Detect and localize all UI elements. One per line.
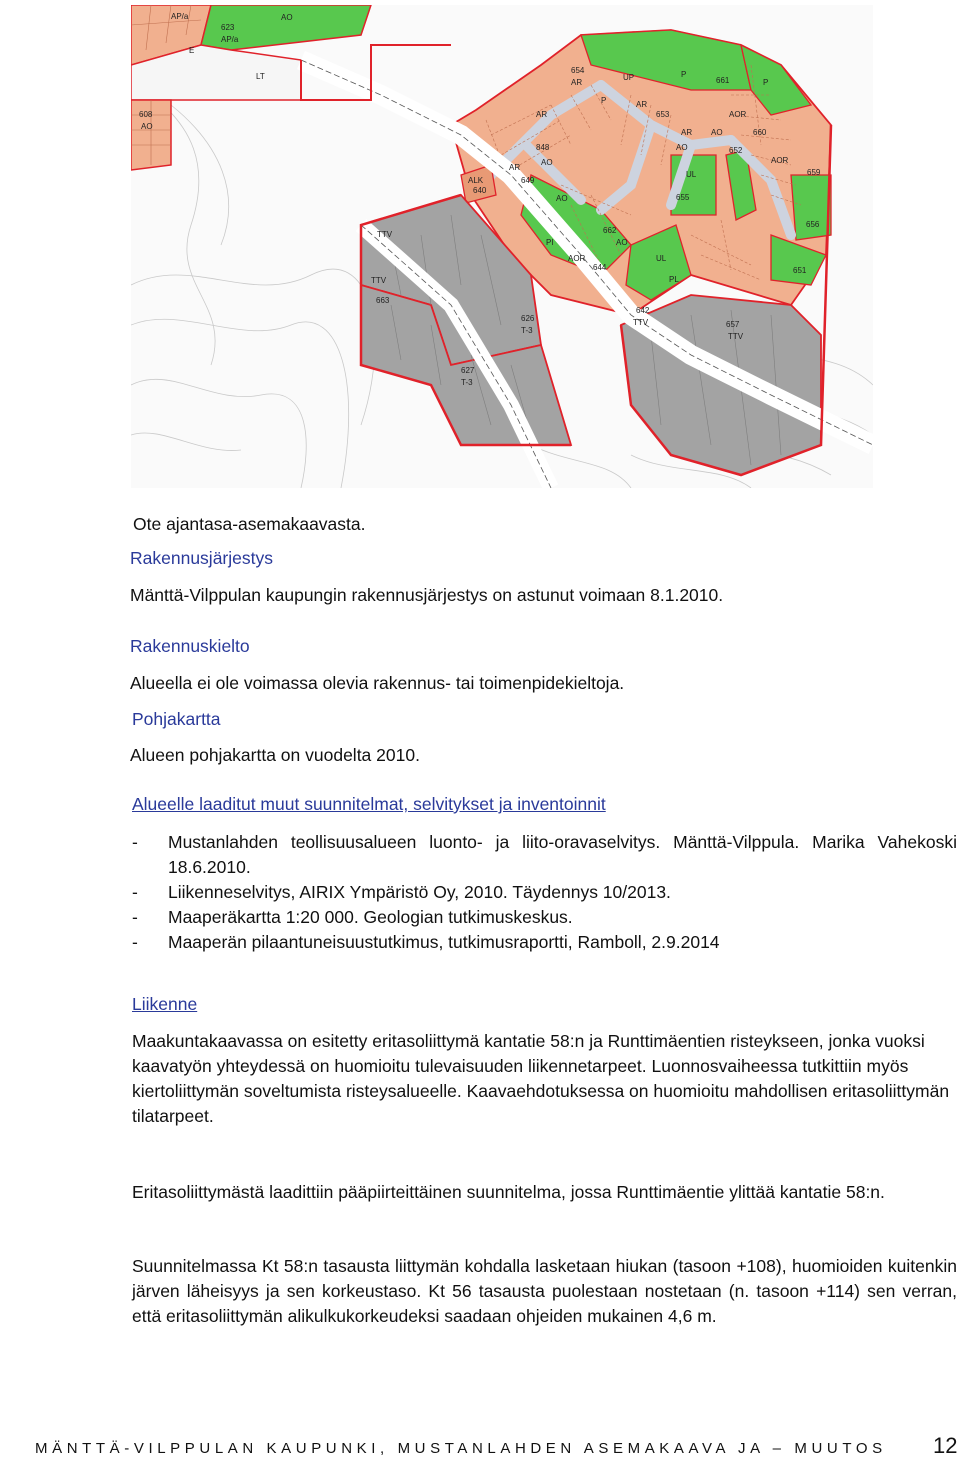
map-label: 651 — [793, 266, 807, 275]
list-item-text: Mustanlahden teollisuusalueen luonto- ja liito-oravaselvitys. Mänttä-Vilppula. Marika Vahekoski 18.6.2010. — [168, 832, 957, 877]
map-label: AO — [676, 143, 688, 152]
list-dash: - — [132, 907, 138, 927]
map-label: 649 — [521, 176, 535, 185]
map-label: ALK — [468, 176, 484, 185]
map-label: UL — [686, 170, 697, 179]
list-item — [132, 930, 957, 955]
map-label: AO — [281, 13, 293, 22]
page-footer: MÄNTTÄ-VILPPULAN KAUPUNKI, MUSTANLAHDEN ASEMAKAAVA JA – MUUTOS — [35, 1440, 887, 1457]
map-label: P — [681, 70, 687, 79]
map-label: 659 — [807, 168, 821, 177]
map-label: TTV — [377, 230, 393, 239]
map-label: AO — [556, 194, 568, 203]
map-label: AO — [541, 158, 553, 167]
map-label: 642 — [636, 306, 650, 315]
section-heading-suunnitelmat: Alueelle laaditut muut suunnitelmat, selvitykset ja inventoinnit — [132, 794, 606, 814]
map-label: UP — [623, 73, 635, 82]
map-label: P — [763, 78, 769, 87]
map-label: PL — [669, 275, 679, 284]
paragraph-liikenne-1: Maakuntakaavassa on esitetty eritasoliittymä kantatie 58:n ja Runttimäentien risteykseen, jonka vuoksi kaavatyön yhteydessä on huomioitu tulevaisuuden liikennetarpeet. Luonnosvaiheessa tutkittiin myös kiertoliittymän soveltumista risteysalueelle. Kaavaehdotuksessa on huomioitu mahdollisen eritasoliittymän tilatarpeet. — [132, 1031, 950, 1126]
map-label: 652 — [729, 146, 743, 155]
map-label: TTV — [728, 332, 744, 341]
map-label: P — [601, 96, 607, 105]
map-label: 644 — [593, 263, 607, 272]
paragraph-rakennusjarjestys: Mänttä-Vilppulan kaupungin rakennusjärjestys on astunut voimaan 8.1.2010. — [130, 585, 724, 605]
map-label: AR — [636, 100, 648, 109]
page-number: 12 — [933, 1433, 958, 1458]
map-label: AOR — [729, 110, 747, 119]
map-label: 655 — [676, 193, 690, 202]
map-label: AO — [711, 128, 723, 137]
section-heading-rakennuskielto: Rakennuskielto — [130, 636, 250, 656]
map-label: 627 — [461, 366, 475, 375]
map-label: 662 — [603, 226, 617, 235]
paragraph-rakennuskielto: Alueella ei ole voimassa olevia rakennus- tai toimenpidekieltoja. — [130, 673, 625, 693]
map-label: 623 — [221, 23, 235, 32]
section-heading-rakennusjarjestys: Rakennusjärjestys — [130, 548, 273, 568]
list-item — [132, 880, 957, 905]
map-label: E — [189, 46, 195, 55]
map-label: 848 — [536, 143, 550, 152]
map-label: AR — [509, 163, 521, 172]
map-label: TTV — [633, 318, 649, 327]
map-label: AOR — [568, 254, 586, 263]
list-item-text: Liikenneselvitys, AIRIX Ympäristö Oy, 2010. Täydennys 10/2013. — [168, 882, 671, 902]
map-label: T-3 — [461, 378, 473, 387]
map-label: PI — [546, 238, 554, 247]
map-label: T-3 — [521, 326, 533, 335]
map-label: 608 — [139, 110, 153, 119]
section-heading-pohjakartta: Pohjakartta — [132, 709, 221, 729]
list-dash: - — [132, 882, 138, 902]
section-heading-liikenne: Liikenne — [132, 994, 198, 1014]
map-label: AR — [571, 78, 583, 87]
map-caption: Ote ajantasa-asemakaavasta. — [133, 514, 366, 534]
map-label: AP/a — [221, 35, 239, 44]
list-item — [132, 905, 957, 930]
map-label: 656 — [806, 220, 820, 229]
map-label: 640 — [473, 186, 487, 195]
map-label: LT — [256, 72, 265, 81]
list-item — [132, 830, 957, 879]
map-label: AR — [536, 110, 548, 119]
map-label: AO — [616, 238, 628, 247]
map-label: AO — [141, 122, 153, 131]
list-item-text: Maaperän pilaantuneisuustutkimus, tutkimusraportti, Ramboll, 2.9.2014 — [168, 932, 720, 952]
map-label: 654 — [571, 66, 585, 75]
map-label: AOR — [771, 156, 789, 165]
paragraph-pohjakartta: Alueen pohjakartta on vuodelta 2010. — [130, 745, 420, 765]
map-label: 660 — [753, 128, 767, 137]
list-item-text: Maaperäkartta 1:20 000. Geologian tutkimuskeskus. — [168, 907, 573, 927]
map-label: AR — [681, 128, 693, 137]
map-label: 661 — [716, 76, 730, 85]
map-label: AP/a — [171, 12, 189, 21]
map-label: TTV — [371, 276, 387, 285]
map-label: 663 — [376, 296, 390, 305]
paragraph-liikenne-2: Eritasoliittymästä laadittiin pääpiirteittäinen suunnitelma, jossa Runttimäentie ylittää kantatie 58:n. — [132, 1182, 885, 1202]
zoning-map-figure — [131, 5, 873, 488]
list-dash: - — [132, 832, 138, 852]
list-dash: - — [132, 932, 138, 952]
map-label: 626 — [521, 314, 535, 323]
map-label: UL — [656, 254, 667, 263]
map-label: 657 — [726, 320, 740, 329]
paragraph-liikenne-3: Suunnitelmassa Kt 58:n tasausta liittymän kohdalla lasketaan hiukan (tasoon +108), huomioiden kuitenkin järven läheisyys ja sen korkeustaso. Kt 56 tasausta puolestaan nostetaan (n. tasoon +114) sen verran, että eritasoliittymän alikulkukorkeudeksi saadaan ohjeiden mukainen 4,6 m. — [132, 1256, 957, 1326]
map-label: 653 — [656, 110, 670, 119]
